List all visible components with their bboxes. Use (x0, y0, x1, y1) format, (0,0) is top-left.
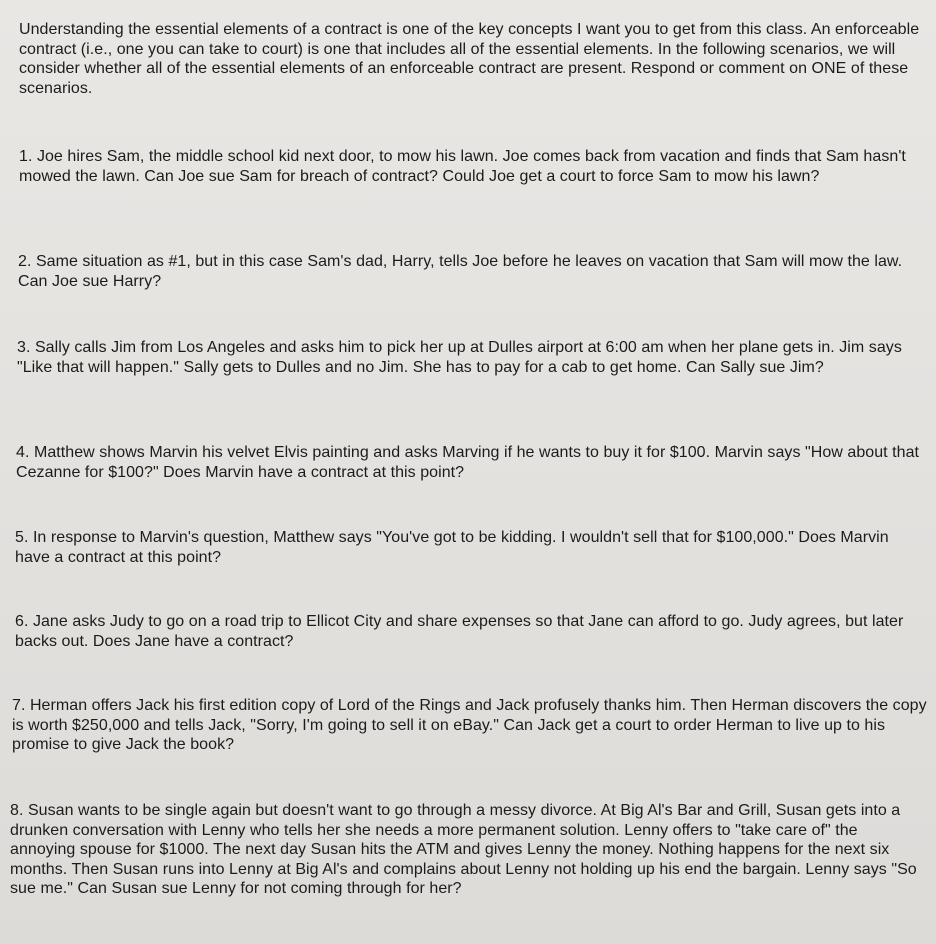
scenario-5: 5. In response to Marvin's question, Matthew says "You've got to be kidding. I wouldn't sell that for $100,000." Does Marvin have a contract at this point? (15, 529, 889, 566)
scenario-3: 3. Sally calls Jim from Los Angeles and asks him to pick her up at Dulles airport at 6:00 am when her plane gets in. Jim says "Like that will happen." Sally gets to Dulles and no Jim. She has to pay for a cab to get home. Can Sally sue Jim? (17, 339, 902, 376)
scenario-4: 4. Matthew shows Marvin his velvet Elvis painting and asks Marving if he wants to buy it for $100. Marvin says "How about that Cezanne for $100?" Does Marvin have a contract at this point? (16, 444, 920, 481)
scenario-6: 6. Jane asks Judy to go on a road trip to Ellicot City and share expenses so that Jane can afford to go. Judy agrees, but later backs out. Does Jane have a contract? (15, 613, 904, 650)
scenario-7: 7. Herman offers Jack his first edition copy of Lord of the Rings and Jack profusely thanks him. Then Herman discovers the copy is worth $250,000 and tells Jack, "Sorry, I'm going to sell it on eBay." Can Jack get a court to order Herman to live up to his promise to give Jack the book? (12, 697, 927, 753)
scenario-2: 2. Same situation as #1, but in this case Sam's dad, Harry, tells Joe before he leaves on vacation that Sam will mow the law. Can Joe sue Harry? (18, 253, 903, 290)
scenario-1: 1. Joe hires Sam, the middle school kid next door, to mow his lawn. Joe comes back from vacation and finds that Sam hasn't mowed the lawn. Can Joe sue Sam for breach of contract? Could Joe get a court to force Sam to mow his lawn? (19, 148, 906, 185)
scenario-8: 8. Susan wants to be single again but doesn't want to go through a messy divorce. At Big Al's Bar and Grill, Susan gets into a drunken conversation with Lenny who tells her she needs a more permanent solution. Lenny offers to "take care of" the annoying spouse for $1000. The next day Susan hits the ATM and gives Lenny the money. Nothing happens for the next six months. Then Susan runs into Lenny at Big Al's and complains about Lenny not holding up his end the bargain. Lenny says "So sue me." Can Susan sue Lenny for not coming through for her? (10, 802, 917, 897)
intro-paragraph: Understanding the essential elements of a contract is one of the key concepts I want you to get from this class. An enforceable contract (i.e., one you can take to court) is one that includes all of the essential elements. In the following scenarios, we will consider whether all of the essential elements of an enforceable contract are present. Respond or comment on ONE of these scenarios. (19, 21, 920, 97)
